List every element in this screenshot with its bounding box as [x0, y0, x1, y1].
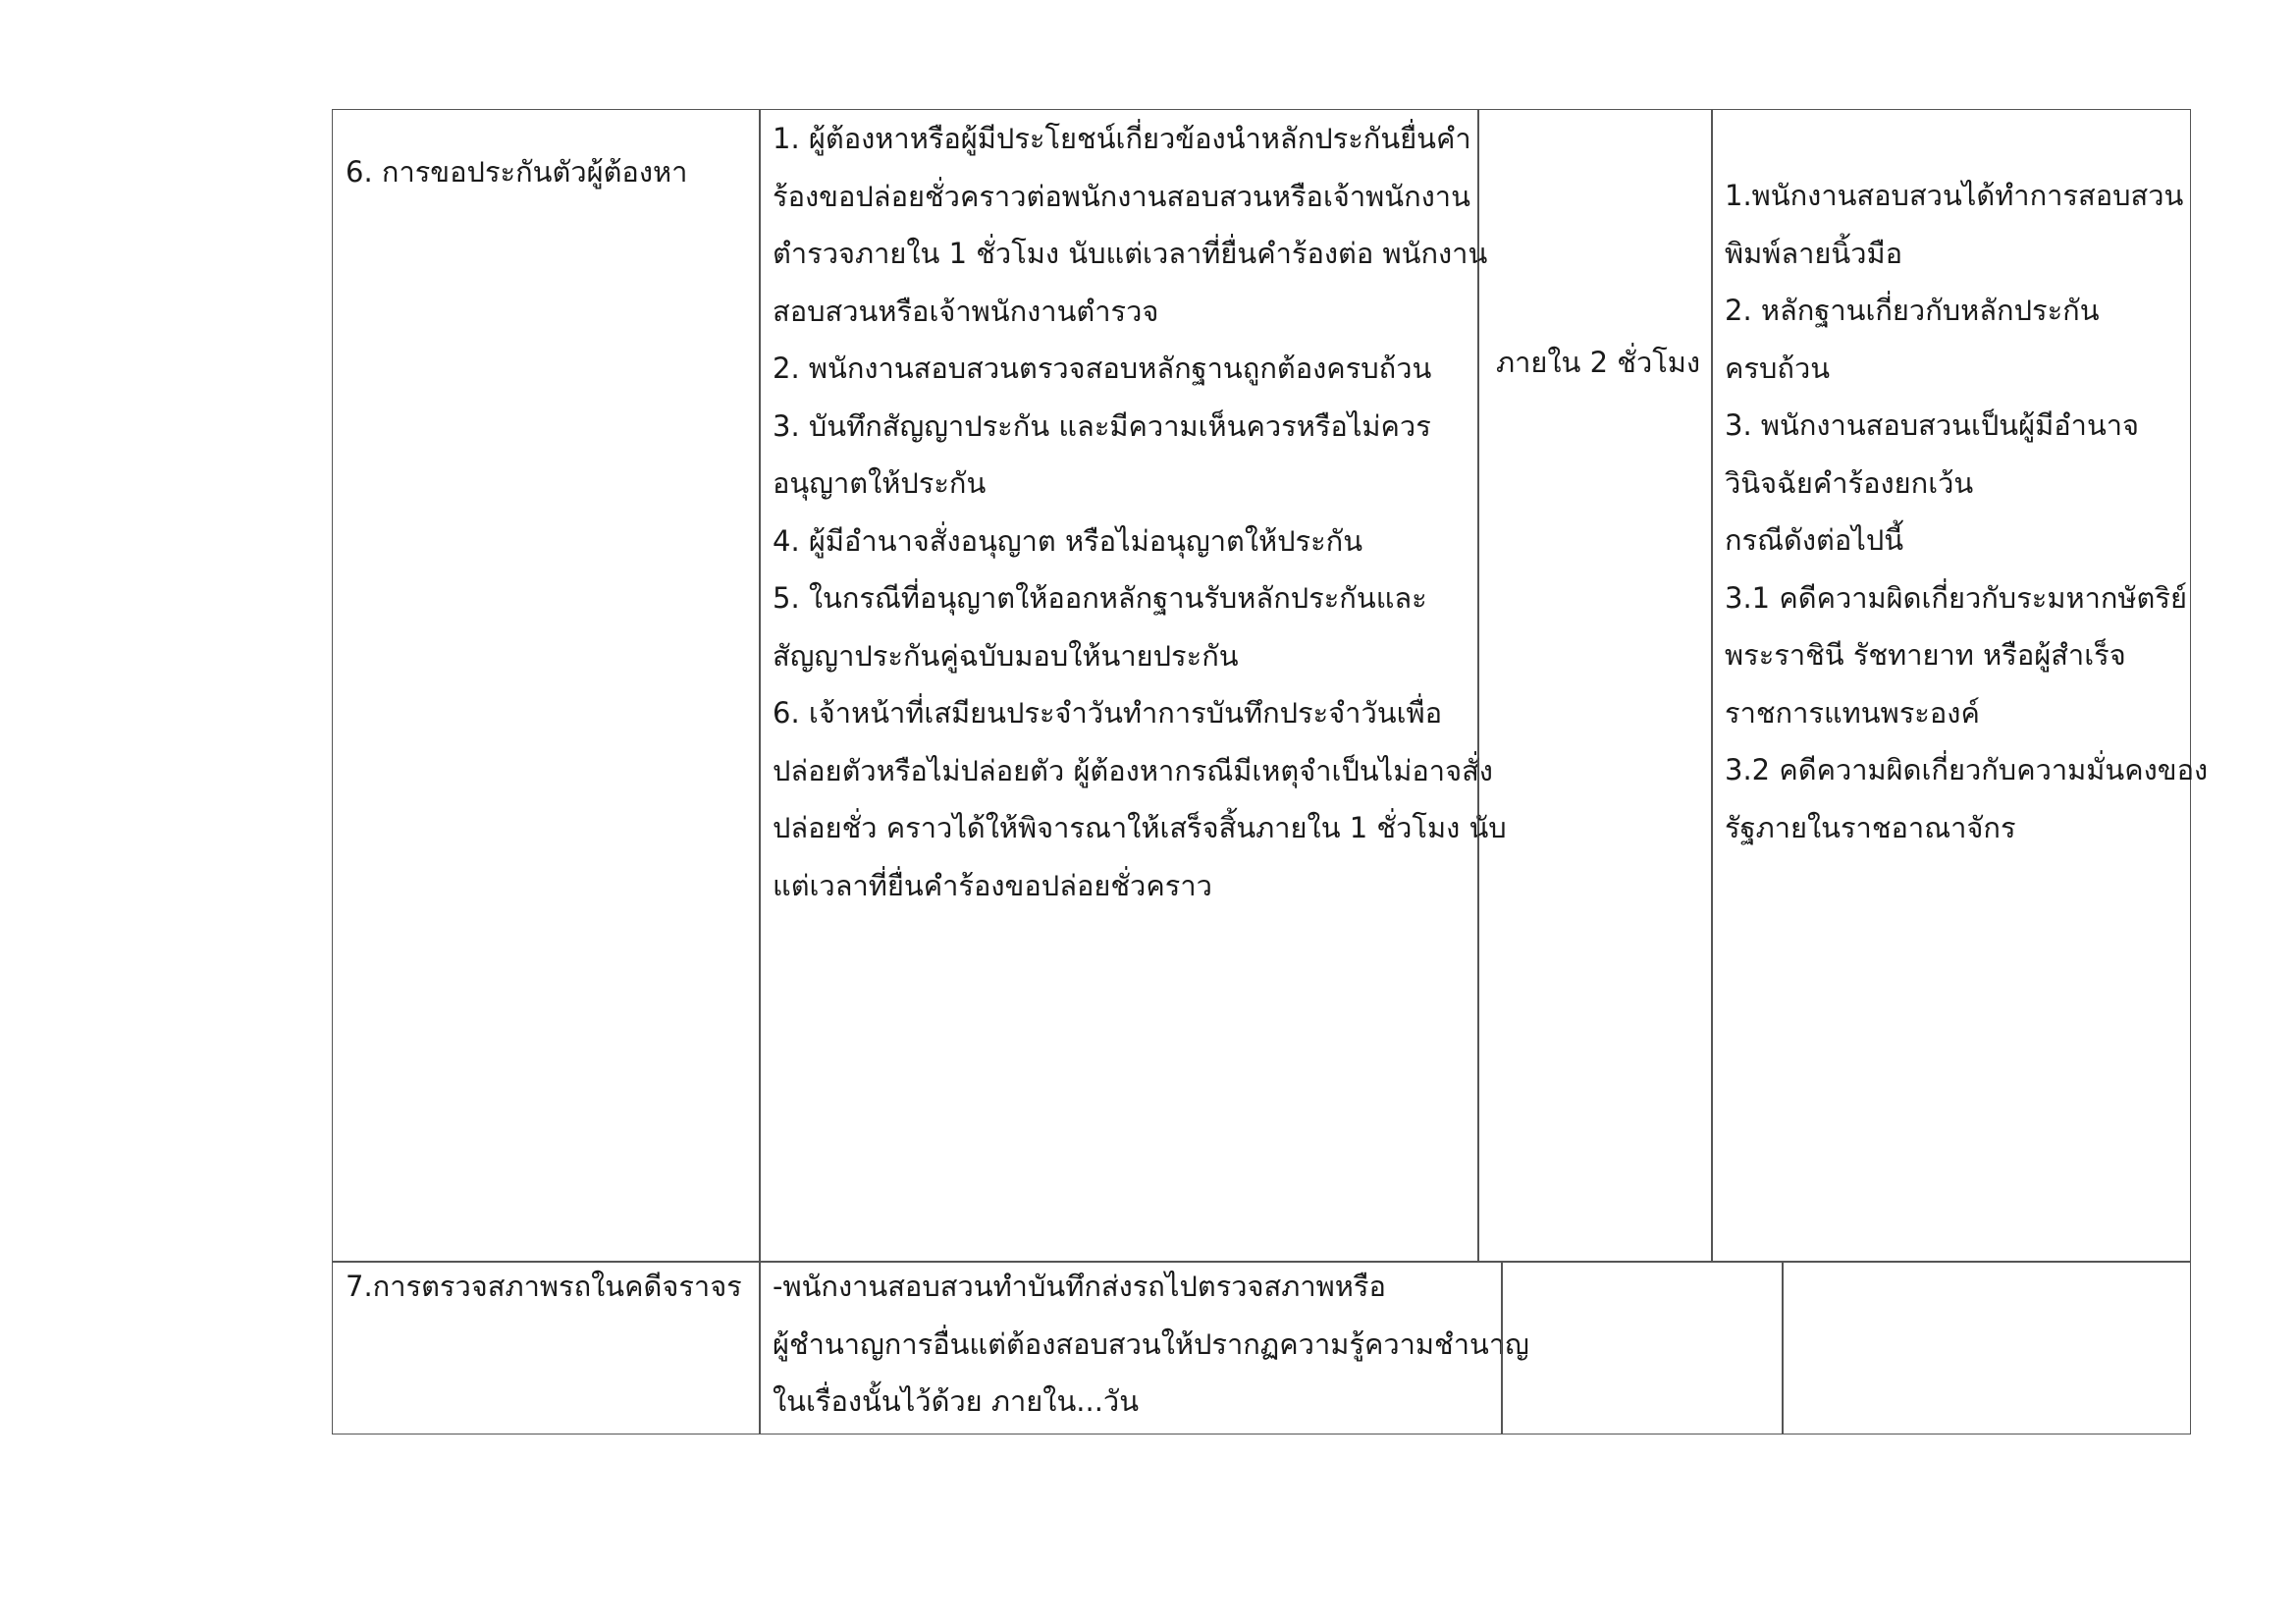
note-line: 1.พนักงานสอบสวนได้ทำการสอบสวน — [1725, 179, 2184, 212]
step-line: 1. ผู้ต้องหาหรือผู้มีประโยชน์เกี่ยวข้องนำหลักประกันยื่นคำ — [773, 122, 1471, 155]
row-7-notes-cell — [1782, 1261, 2191, 1435]
row-6-duration: ภายใน 2 ชั่วโมง — [1496, 346, 1701, 379]
row-6-topic-cell — [332, 109, 761, 1263]
note-line: 3.2 คดีความผิดเกี่ยวกับความมั่นคงของ — [1725, 753, 2209, 786]
note-line: กรณีดังต่อไปนี้ — [1725, 523, 1904, 557]
note-line: 3. พนักงานสอบสวนเป็นผู้มีอำนาจ — [1725, 408, 2140, 442]
step-line: ปล่อยตัวหรือไม่ปล่อยตัว ผู้ต้องหากรณีมีเหตุจำเป็นไม่อาจสั่ง — [773, 753, 1493, 787]
step-line: ผู้ชำนาญการอื่นแต่ต้องสอบสวนให้ปรากฏความรู้ความชำนาญ — [773, 1326, 1529, 1361]
row-6-notes-cell — [1711, 109, 2209, 1263]
row-6-topic: 6. การขอประกันตัวผู้ต้องหา — [346, 155, 688, 189]
note-line: 2. หลักฐานเกี่ยวกับหลักประกัน — [1725, 294, 2100, 327]
step-line: สอบสวนหรือเจ้าพนักงานตำรวจ — [773, 294, 1159, 328]
note-line: ราชการแทนพระองค์ — [1725, 695, 1980, 730]
step-line: สัญญาประกันคู่ฉบับมอบให้นายประกัน — [773, 638, 1239, 673]
row-7-topic: 7.การตรวจสภาพรถในคดีจราจร — [346, 1270, 742, 1303]
step-line: แต่เวลาที่ยื่นคำร้องขอปล่อยชั่วคราว — [773, 868, 1212, 902]
step-line: ปล่อยชั่ว คราวได้ให้พิจารณาให้เสร็จสิ้นภายใน 1 ชั่วโมง นับ — [773, 811, 1507, 844]
step-line: 5. ในกรณีที่อนุญาตให้ออกหลักฐานรับหลักประกันและ — [773, 581, 1427, 615]
note-line: พิมพ์ลายนิ้วมือ — [1725, 236, 1903, 270]
row-7-topic-cell — [332, 1261, 761, 1435]
step-line: ในเรื่องนั้นไว้ด้วย ภายใน...วัน — [773, 1384, 1140, 1418]
note-line: รัฐภายในราชอาณาจักร — [1725, 810, 2016, 844]
step-line: 6. เจ้าหน้าที่เสมียนประจำวันทำการบันทึกประจำวันเพื่อ — [773, 696, 1443, 730]
row-7-steps-cell — [759, 1261, 1529, 1435]
note-line: วินิจฉัยคำร้องยกเว้น — [1725, 465, 1974, 500]
note-line: 3.1 คดีความผิดเกี่ยวกับระมหากษัตริย์ — [1725, 580, 2187, 615]
row-6-duration-cell — [1477, 109, 1713, 1263]
step-line: ร้องขอปล่อยชั่วคราวต่อพนักงานสอบสวนหรือเจ้าพนักงาน — [773, 179, 1470, 213]
row-6-steps-cell — [759, 109, 1507, 1263]
step-line: อนุญาตให้ประกัน — [773, 466, 987, 500]
step-line: -พนักงานสอบสวนทำบันทึกส่งรถไปตรวจสภาพหรือ — [773, 1270, 1386, 1303]
step-line: 3. บันทึกสัญญาประกัน และมีความเห็นควรหรือไม่ควร — [773, 408, 1431, 443]
note-line: พระราชินี รัชทายาท หรือผู้สำเร็จ — [1725, 638, 2126, 672]
step-line: 4. ผู้มีอำนาจสั่งอนุญาต หรือไม่อนุญาตให้ประกัน — [773, 523, 1363, 558]
row-7-duration-cell — [1501, 1261, 1784, 1435]
step-line: 2. พนักงานสอบสวนตรวจสอบหลักฐานถูกต้องครบถ้วน — [773, 352, 1432, 385]
step-line: ตำรวจภายใน 1 ชั่วโมง นับแต่เวลาที่ยื่นคำร้องต่อ พนักงาน — [773, 237, 1488, 270]
note-line: ครบถ้วน — [1725, 351, 1831, 385]
